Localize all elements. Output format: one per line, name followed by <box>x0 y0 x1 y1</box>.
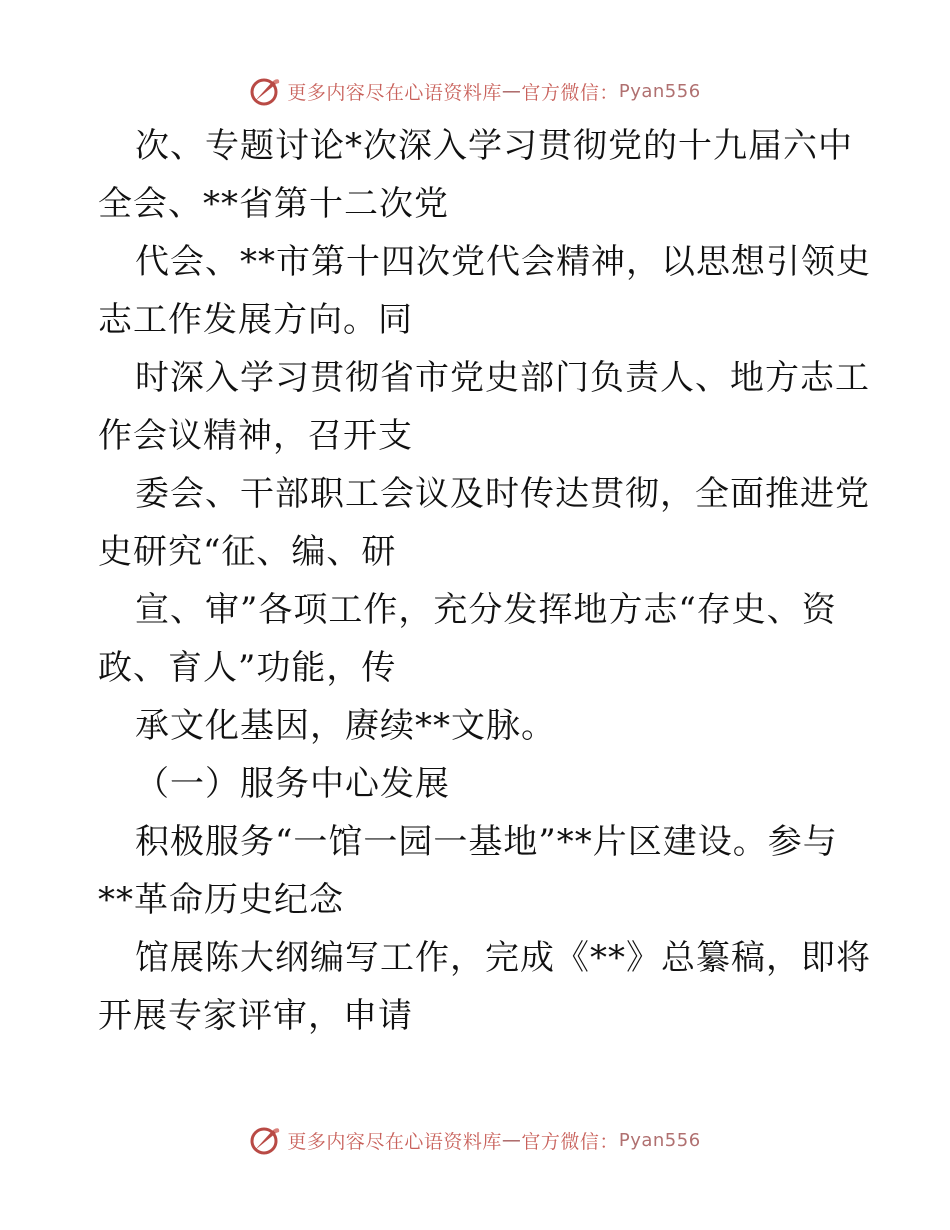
header-watermark <box>0 71 950 111</box>
text-line: 代会、**市第十四次党代会精神，以思想引领史 <box>135 242 871 282</box>
text-line: 志工作发展方向。同 <box>98 300 413 340</box>
text-line: 宣、审”各项工作，充分发挥地方志“存史、资 <box>135 590 837 630</box>
text-line: 政、育人”功能，传 <box>98 648 397 688</box>
text-line: 积极服务“一馆一园一基地”**片区建设。参与 <box>135 822 838 862</box>
watermark-wechat-id: Pyan556 <box>618 80 701 102</box>
footer-watermark <box>0 1120 950 1160</box>
text-line: 史研究“征、编、研 <box>98 532 397 572</box>
text-line: 作会议精神，召开支 <box>98 416 413 456</box>
watermark-wechat-label: 官方微信： <box>521 1130 619 1153</box>
watermark-title: 更多内容尽在心语资料库 <box>287 81 502 104</box>
text-line: 开展专家评审，申请 <box>98 996 413 1036</box>
watermark-wechat-id: Pyan556 <box>618 1129 701 1151</box>
text-line: 馆展陈大纲编写工作，完成《**》总纂稿，即将 <box>135 938 871 978</box>
text-line: 时深入学习贯彻省市党史部门负责人、地方志工 <box>135 358 870 398</box>
watermark-title: 更多内容尽在心语资料库 <box>287 1130 502 1153</box>
watermark-separator: — <box>501 1129 522 1151</box>
text-line: 委会、干部职工会议及时传达贯彻，全面推进党 <box>135 474 870 514</box>
watermark-separator: — <box>501 80 522 102</box>
text-line: 承文化基因，赓续**文脉。 <box>135 706 556 746</box>
watermark-wechat-label: 官方微信： <box>521 81 619 104</box>
text-line: 全会、**省第十二次党 <box>98 184 449 224</box>
quill-logo-icon <box>249 75 281 107</box>
document-body <box>98 117 871 1045</box>
quill-logo-icon <box>249 1124 281 1156</box>
text-line: **革命历史纪念 <box>98 880 344 920</box>
text-line: 次、专题讨论*次深入学习贯彻党的十九届六中 <box>135 126 853 166</box>
section-heading: （一）服务中心发展 <box>135 764 450 804</box>
